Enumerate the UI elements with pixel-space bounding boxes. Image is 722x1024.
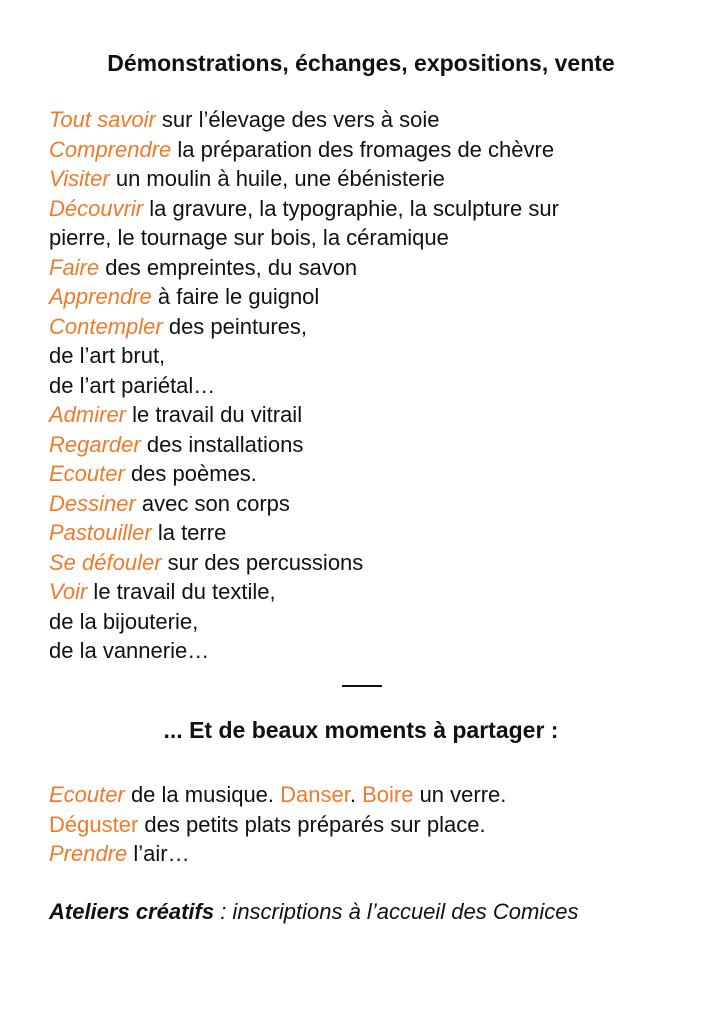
- list-item: [49, 223, 689, 253]
- activity-verb: Voir: [49, 579, 88, 604]
- activity-text: le travail du textile,: [87, 579, 276, 604]
- list-item: [49, 607, 689, 637]
- moment-verb: Boire: [362, 782, 414, 807]
- moment-verb: Ecouter: [49, 782, 125, 807]
- moment-verb: Déguster: [49, 811, 139, 837]
- activities-list: [49, 105, 689, 666]
- activity-verb: Dessiner: [49, 490, 136, 516]
- list-item: [49, 459, 689, 489]
- activity-verb: Contempler: [49, 313, 163, 339]
- list-item: [49, 105, 689, 135]
- activity-text: la terre: [151, 520, 227, 545]
- activity-verb: Apprendre: [49, 284, 152, 309]
- activity-verb: Découvrir: [49, 195, 144, 221]
- list-item: [49, 253, 689, 283]
- workshops-note: [49, 897, 689, 926]
- moment-text: .: [349, 782, 363, 807]
- activity-verb: Faire: [49, 254, 100, 280]
- main-heading: Démonstrations, échanges, expositions, vente: [107, 50, 615, 76]
- activity-text: le travail du vitrail: [126, 402, 303, 427]
- moments-list: [49, 780, 689, 869]
- moment-text: l’air…: [127, 841, 190, 866]
- moment-text: un verre.: [413, 782, 507, 807]
- list-item: [49, 135, 689, 165]
- activity-text: de la bijouterie,: [49, 608, 199, 634]
- workshops-text: : inscriptions à l’accueil des Comices: [214, 899, 579, 924]
- moments-heading: ... Et de beaux moments à partager :: [163, 717, 559, 743]
- workshops-label: Ateliers créatifs: [49, 899, 215, 924]
- list-item: [49, 371, 689, 401]
- moment-text: de la musique.: [124, 782, 281, 807]
- activity-text: de l’art brut,: [49, 343, 166, 368]
- list-item: [49, 780, 689, 810]
- activity-verb: Tout savoir: [49, 107, 156, 132]
- divider: [342, 685, 382, 687]
- list-item: [49, 489, 689, 519]
- activity-verb: Ecouter: [49, 461, 125, 486]
- activity-text: des empreintes, du savon: [99, 254, 358, 280]
- activity-verb: Admirer: [49, 402, 127, 427]
- activity-text: des poèmes.: [124, 461, 257, 486]
- activity-text: de l’art pariétal…: [49, 372, 216, 398]
- activity-text: la préparation des fromages de chèvre: [171, 136, 555, 162]
- activity-verb: Comprendre: [49, 136, 172, 162]
- moment-text: des petits plats préparés sur place.: [138, 811, 486, 837]
- list-item: [49, 839, 689, 869]
- list-item: [49, 548, 689, 578]
- activity-text: un moulin à huile, une ébénisterie: [109, 166, 445, 191]
- activity-text: la gravure, la typographie, la sculpture sur: [143, 195, 559, 221]
- list-item: [49, 430, 689, 460]
- list-item: [49, 577, 689, 607]
- list-item: [49, 164, 689, 194]
- list-item: [49, 636, 689, 666]
- list-item: [49, 518, 689, 548]
- activity-text: sur des percussions: [161, 549, 364, 575]
- list-item: [49, 810, 689, 840]
- list-item: [49, 194, 689, 224]
- list-item: [49, 400, 689, 430]
- list-item: [49, 341, 689, 371]
- moment-verb: Prendre: [49, 841, 128, 866]
- activity-verb: Se défouler: [49, 549, 162, 575]
- moment-verb: Danser: [280, 782, 350, 807]
- activity-text: pierre, le tournage sur bois, la céramique: [49, 225, 449, 250]
- list-item: [49, 282, 689, 312]
- activity-text: avec son corps: [135, 490, 290, 516]
- activity-text: de la vannerie…: [49, 638, 210, 663]
- activity-verb: Regarder: [49, 431, 141, 457]
- activity-verb: Pastouiller: [49, 520, 152, 545]
- activity-text: des installations: [140, 431, 304, 457]
- list-item: [49, 312, 689, 342]
- activity-text: à faire le guignol: [151, 284, 320, 309]
- activity-text: sur l’élevage des vers à soie: [155, 107, 440, 132]
- activity-text: des peintures,: [162, 313, 308, 339]
- activity-verb: Visiter: [49, 166, 110, 191]
